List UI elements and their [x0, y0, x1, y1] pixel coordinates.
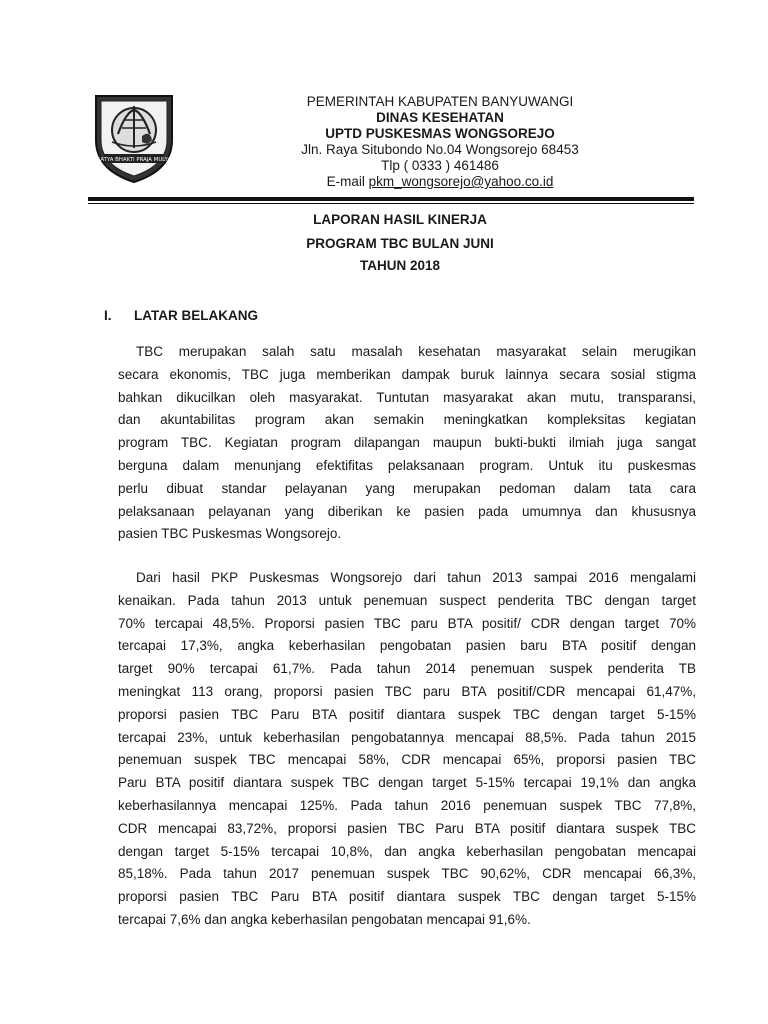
address: Jln. Raya Situbondo No.04 Wongsorejo 68453	[301, 142, 579, 157]
text-line: proporsi pasien TBC Paru BTA positif diantara suspek TBC dengan target 5-15%	[118, 889, 696, 905]
text-line: Paru BTA positif diantara suspek TBC dengan target 5-15% tercapai 19,1% dan angka	[118, 775, 696, 791]
email-link[interactable]: pkm_wongsorejo@yahoo.co.id	[368, 174, 554, 189]
email-line	[200, 174, 680, 190]
report-title: LAPORAN HASIL KINERJA	[313, 212, 487, 227]
section-number: I.	[104, 308, 112, 323]
text-line: pelaksanaan pelayanan yang diberikan ke pasien pada umumnya dan khususnya	[118, 503, 696, 519]
letterhead-divider-thin	[88, 203, 694, 204]
text-line: target 90% tercapai 61,7%. Pada tahun 2014 penemuan suspek penderita TB	[118, 661, 696, 677]
text-line: TBC merupakan salah satu masalah kesehatan masyarakat selain merugikan	[136, 344, 696, 359]
text-line: program TBC. Kegiatan program dilapangan maupun bukti-bukti ilmiah juga sangat	[118, 435, 696, 451]
text-line: tercapai 7,6% dan angka keberhasilan pengobatan mencapai 91,6%.	[118, 911, 531, 927]
text-line: pasien TBC Puskesmas Wongsorejo.	[118, 526, 342, 542]
letterhead-divider-thick	[88, 197, 694, 201]
text-line: meningkat 113 orang, proporsi pasien TBC paru BTA positif/CDR mencapai 61,47%,	[118, 683, 696, 699]
text-line: 70% tercapai 48,5%. Proporsi pasien TBC paru BTA positif/ CDR dengan target 70%	[118, 615, 696, 631]
text-line: CDR mencapai 83,72%, proporsi pasien TBC Paru BTA positif diantara suspek TBC	[118, 820, 696, 836]
unit-name: UPTD PUSKESMAS WONGSOREJO	[325, 126, 555, 141]
government-name: PEMERINTAH KABUPATEN BANYUWANGI	[306, 94, 574, 109]
banyuwangi-emblem-icon	[90, 90, 178, 184]
text-line: tercapai 17,3%, angka keberhasilan pengobatan pasien baru BTA positif dengan	[118, 638, 696, 654]
text-line: berguna dalam menunjang efektifitas pelaksanaan program. Untuk itu puskesmas	[118, 457, 696, 473]
text-line: penemuan suspek TBC mencapai 58%, CDR mencapai 65%, proporsi pasien TBC	[118, 752, 696, 768]
paragraph-background	[118, 341, 696, 546]
text-line: dan akuntabilitas program akan semakin meningkatkan kompleksitas kegiatan	[118, 412, 696, 428]
text-line: proporsi pasien TBC Paru BTA positif diantara suspek TBC dengan target 5-15%	[118, 706, 696, 722]
email-label: E-mail	[326, 174, 369, 189]
text-line: dengan target 5-15% tercapai 10,8%, dan angka keberhasilan pengobatan mencapai	[118, 843, 696, 859]
text-line: Dari hasil PKP Puskesmas Wongsorejo dari tahun 2013 sampai 2016 mengalami	[136, 570, 696, 585]
text-line: kenaikan. Pada tahun 2013 untuk penemuan suspect penderita TBC dengan target	[118, 592, 696, 608]
section-title: LATAR BELAKANG	[134, 308, 258, 323]
paragraph-performance	[118, 567, 696, 932]
text-line: keberhasilannya mencapai 125%. Pada tahun 2016 penemuan suspek TBC 77,8%,	[118, 797, 696, 813]
text-line: tercapai 23%, untuk keberhasilan pengobatannya mencapai 88,5%. Pada tahun 2015	[118, 729, 696, 745]
report-subtitle: PROGRAM TBC BULAN JUNI	[306, 236, 494, 251]
svg-text:SATYA BHAKTI PRAJA MULYA: SATYA BHAKTI PRAJA MULYA	[96, 157, 172, 163]
phone: Tlp ( 0333 ) 461486	[381, 158, 499, 173]
text-line: perlu dibuat standar pelayanan yang merupakan pedoman dalam tata cara	[118, 480, 696, 496]
text-line: bahkan dikucilkan oleh masyarakat. Tuntutan masyarakat akan mutu, transparansi,	[118, 389, 696, 405]
agency-name: DINAS KESEHATAN	[376, 110, 504, 125]
report-year: TAHUN 2018	[359, 258, 441, 273]
text-line: secara ekonomis, TBC juga memberikan dampak buruk lainnya secara sosial stigma	[118, 366, 696, 382]
text-line: 85,18%. Pada tahun 2017 penemuan suspek TBC 90,62%, CDR mencapai 66,3%,	[118, 866, 696, 882]
